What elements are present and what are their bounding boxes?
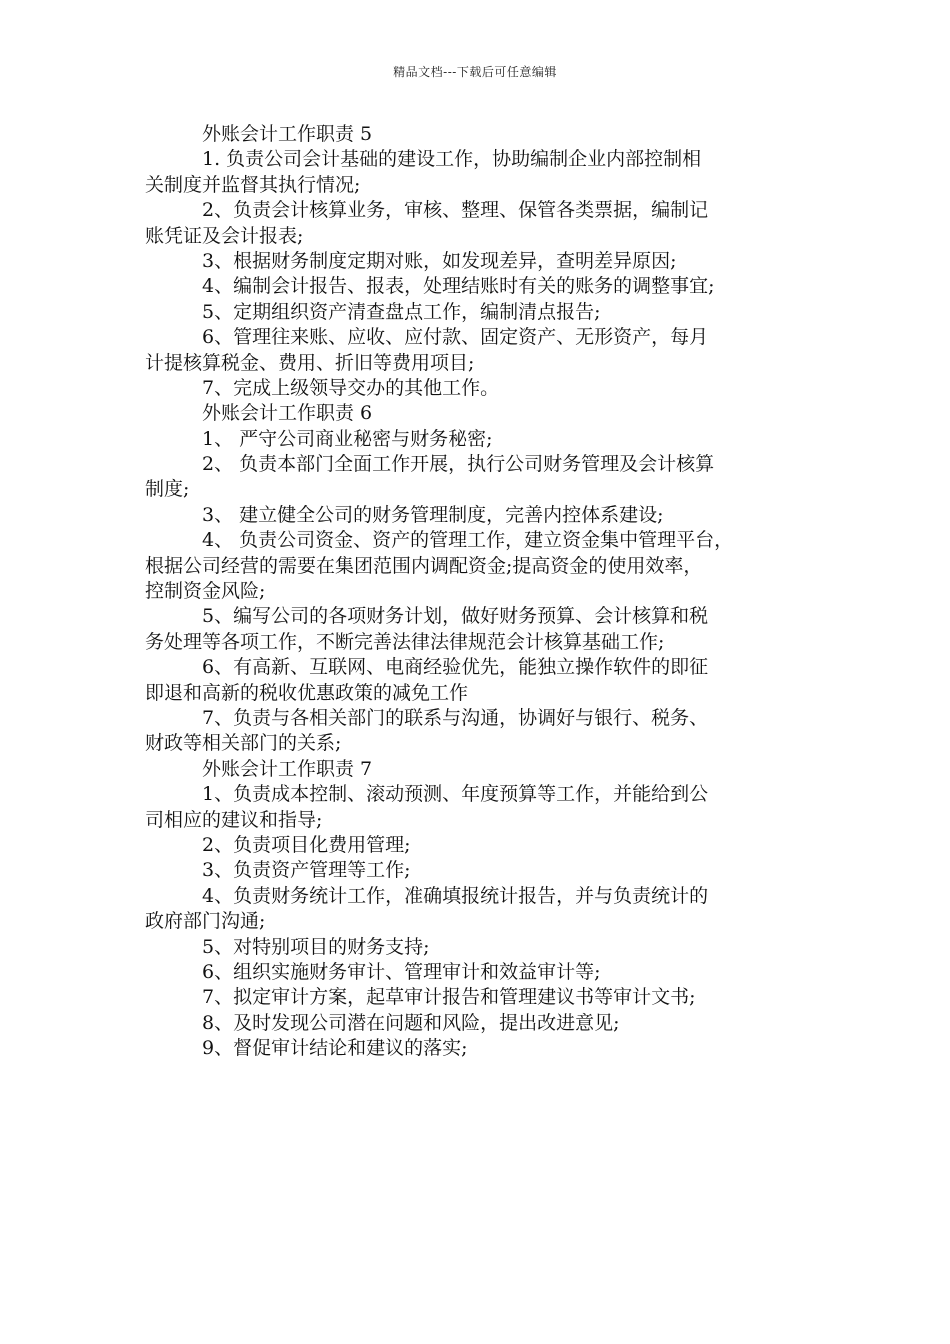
text-line: 5、对特别项目的财务支持; bbox=[202, 935, 430, 958]
text-line: 账凭证及会计报表; bbox=[145, 224, 304, 247]
text-line: 即退和高新的税收优惠政策的减免工作 bbox=[145, 681, 469, 704]
text-line: 计提核算税金、费用、折旧等费用项目; bbox=[145, 351, 475, 374]
text-line: 6、有高新、互联网、电商经验优先，能独立操作软件的即征 bbox=[202, 656, 709, 679]
text-line: 财政等相关部门的关系; bbox=[145, 732, 342, 755]
text-line: 2、负责会计核算业务，审核、整理、保管各类票据，编制记 bbox=[202, 199, 709, 222]
text-line: 关制度并监督其执行情况; bbox=[145, 173, 361, 196]
text-line: 1、负责成本控制、滚动预测、年度预算等工作，并能给到公 bbox=[202, 783, 709, 806]
text-line: 9、督促审计结论和建议的落实; bbox=[202, 1037, 468, 1060]
text-line: 5、编写公司的各项财务计划，做好财务预算、会计核算和税 bbox=[202, 605, 709, 628]
text-line: 控制资金风险; bbox=[145, 580, 266, 603]
text-line: 根据公司经营的需要在集团范围内调配资金;提高资金的使用效率， bbox=[145, 554, 703, 577]
text-line: 外账会计工作职责 5 bbox=[202, 123, 373, 145]
text-line: 制度; bbox=[145, 478, 190, 501]
text-line: 2、负责项目化费用管理; bbox=[202, 833, 411, 856]
text-line: 6、组织实施财务审计、管理审计和效益审计等; bbox=[202, 960, 601, 983]
text-line: 3、根据财务制度定期对账，如发现差异，查明差异原因; bbox=[202, 249, 677, 272]
text-line: 4、 负责公司资金、资产的管理工作，建立资金集中管理平台， bbox=[202, 529, 734, 552]
text-line: 3、 建立健全公司的财务管理制度，完善内控体系建设; bbox=[202, 503, 664, 526]
text-line: 2、 负责本部门全面工作开展，执行公司财务管理及会计核算 bbox=[202, 453, 715, 476]
text-line: 1、 严守公司商业秘密与财务秘密; bbox=[202, 427, 493, 450]
page-header: 精品文档---下载后可任意编辑 bbox=[393, 65, 557, 79]
text-line: 6、管理往来账、应收、应付款、固定资产、无形资产，每月 bbox=[202, 326, 709, 349]
text-line: 司相应的建议和指导; bbox=[145, 808, 323, 831]
text-line: 5、定期组织资产清查盘点工作，编制清点报告; bbox=[202, 300, 601, 323]
text-line: 3、负责资产管理等工作; bbox=[202, 859, 411, 882]
text-line: 7、负责与各相关部门的联系与沟通，协调好与银行、税务、 bbox=[202, 706, 709, 729]
text-line: 4、负责财务统计工作，准确填报统计报告，并与负责统计的 bbox=[202, 884, 709, 907]
text-line: 务处理等各项工作，不断完善法律法律规范会计核算基础工作; bbox=[145, 630, 665, 653]
text-line: 政府部门沟通; bbox=[145, 910, 266, 933]
text-line: 7、完成上级领导交办的其他工作。 bbox=[202, 376, 500, 399]
text-line: 4、编制会计报告、报表，处理结账时有关的账务的调整事宜; bbox=[202, 275, 715, 298]
text-line: 外账会计工作职责 7 bbox=[202, 757, 373, 780]
text-line: 外账会计工作职责 6 bbox=[202, 402, 373, 425]
text-line: 1. 负责公司会计基础的建设工作，协助编制企业内部控制相 bbox=[202, 148, 702, 171]
text-line: 8、及时发现公司潜在问题和风险，提出改进意见; bbox=[202, 1011, 620, 1034]
document-body bbox=[145, 122, 809, 1061]
text-line: 7、拟定审计方案，起草审计报告和管理建议书等审计文书; bbox=[202, 986, 696, 1009]
